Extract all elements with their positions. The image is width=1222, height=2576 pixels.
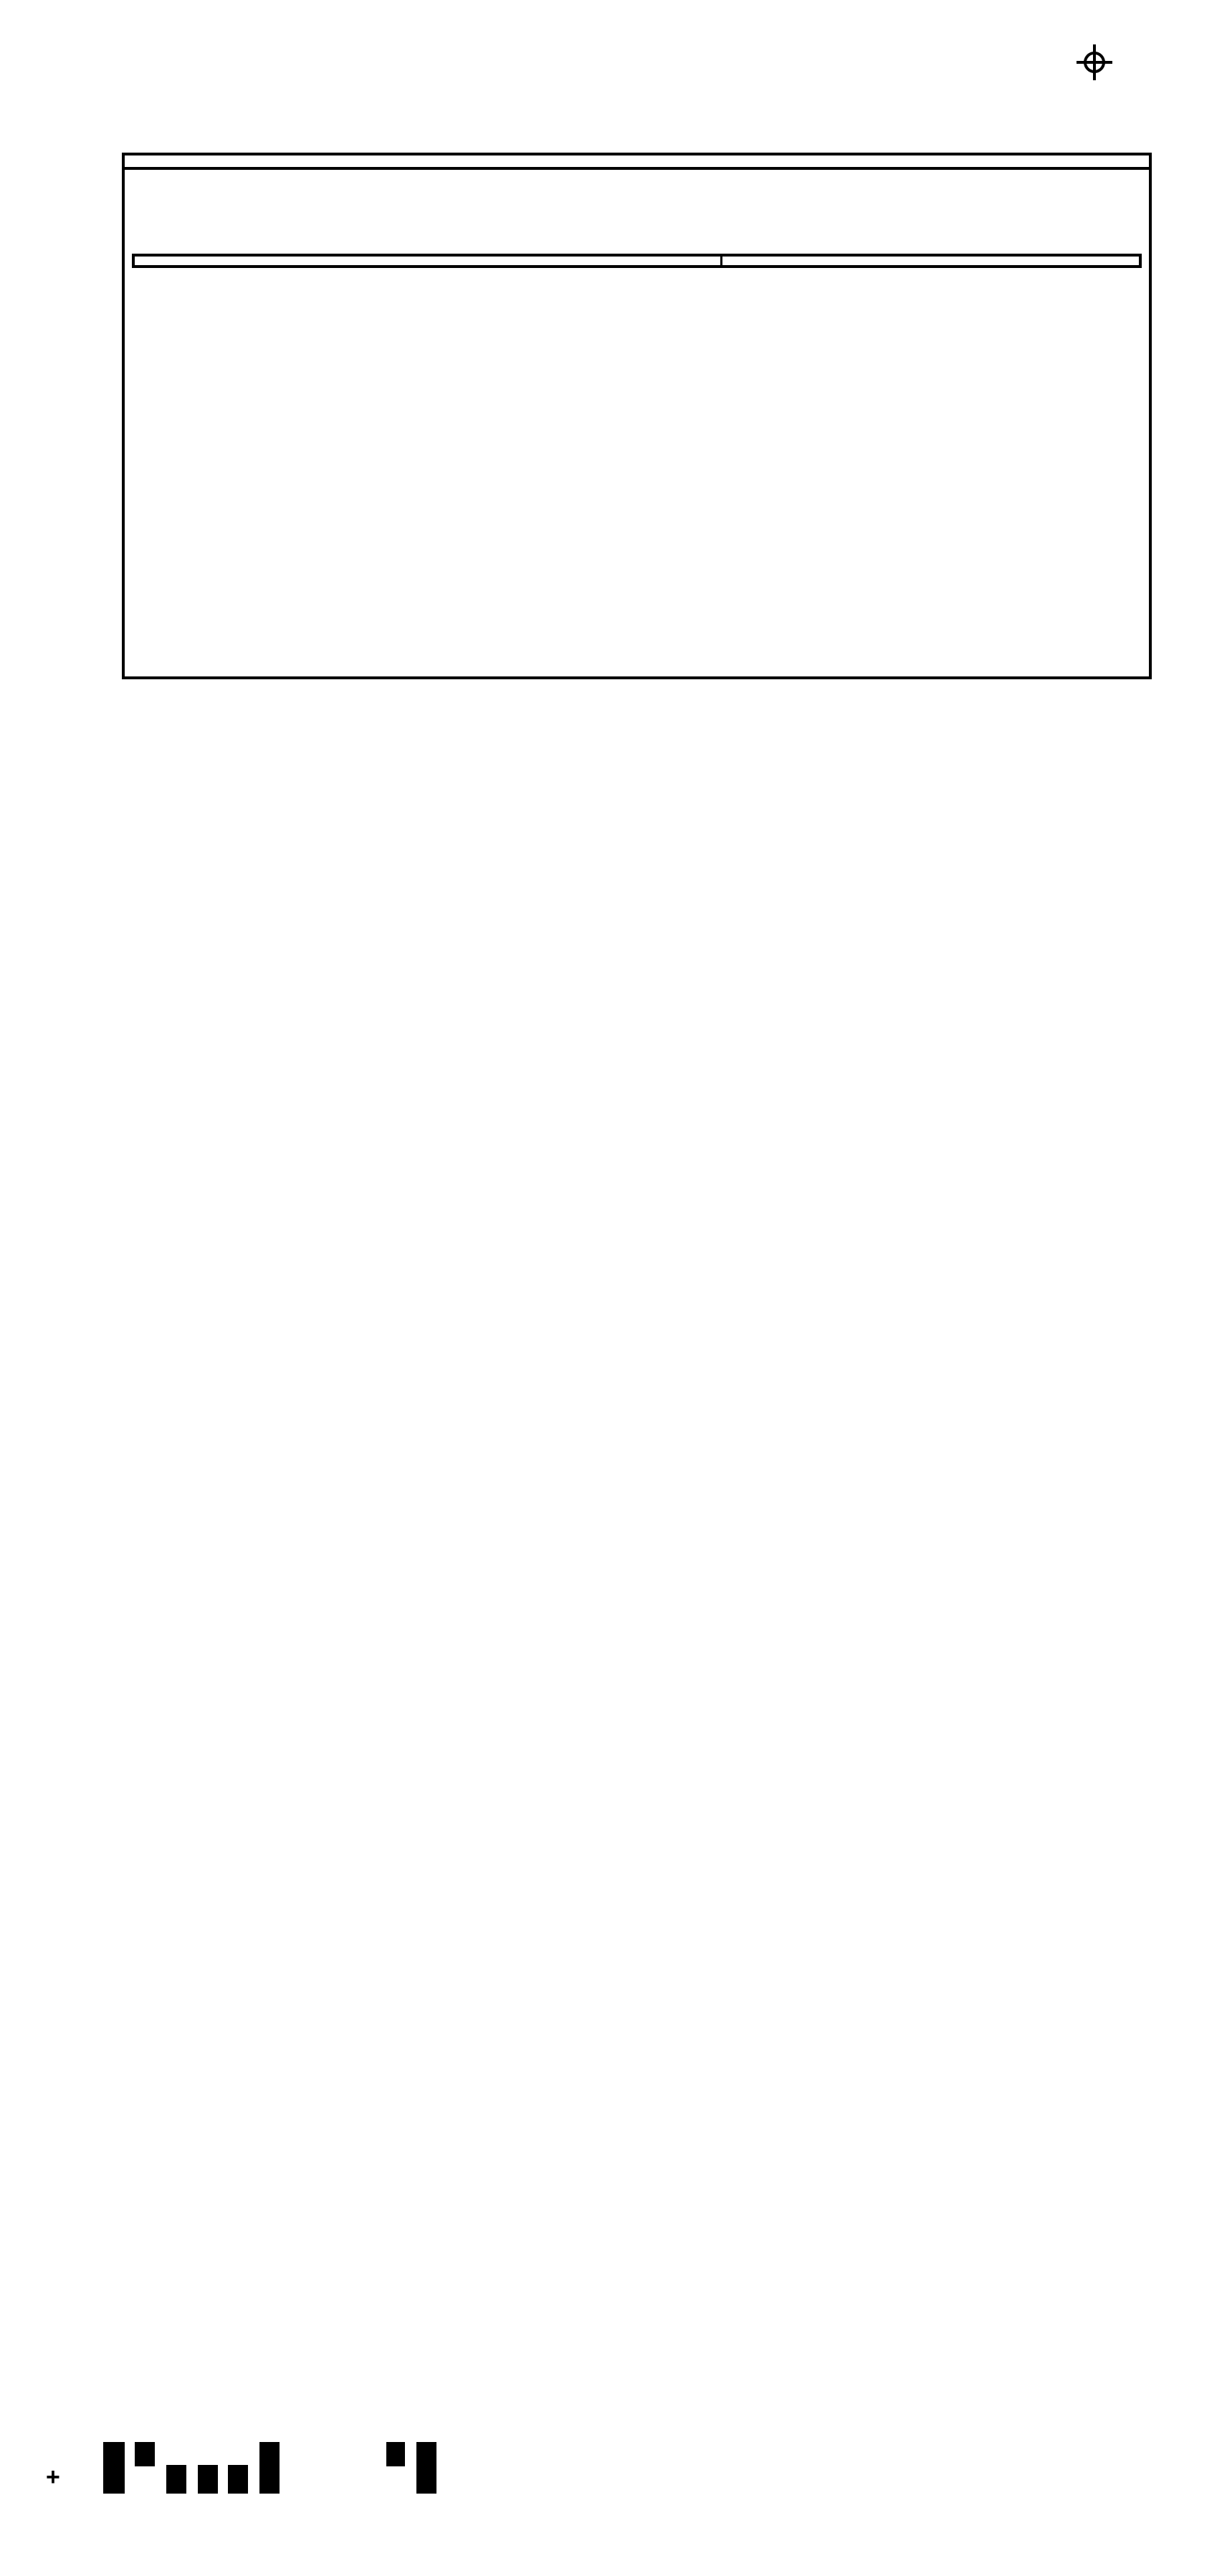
to-vote-cell (135, 257, 722, 265)
ballot-subtitle (132, 196, 1142, 246)
stub-barcode-bar (198, 2465, 218, 2494)
stub-barcode-bar (416, 2442, 436, 2494)
registration-crosshair-icon (1077, 44, 1112, 80)
stub-barcode-bar (259, 2442, 280, 2494)
ballot-title-section (125, 170, 1149, 246)
warning-cell (722, 257, 1139, 265)
instructions-box (132, 254, 1142, 268)
stub-barcode-bar (135, 2442, 155, 2466)
stub-barcode-bar (103, 2442, 125, 2494)
stub-barcode-bar (228, 2465, 248, 2494)
stub-barcode-bar (386, 2442, 405, 2466)
county-section (125, 155, 1149, 170)
in-person-instructions (125, 287, 1149, 298)
registration-plus-mark: + (46, 2464, 60, 2491)
mistake-instructions (125, 268, 1149, 275)
instructions-label (125, 246, 1149, 254)
ballot-header-box (122, 153, 1152, 679)
stub-barcode-bar (166, 2465, 186, 2494)
